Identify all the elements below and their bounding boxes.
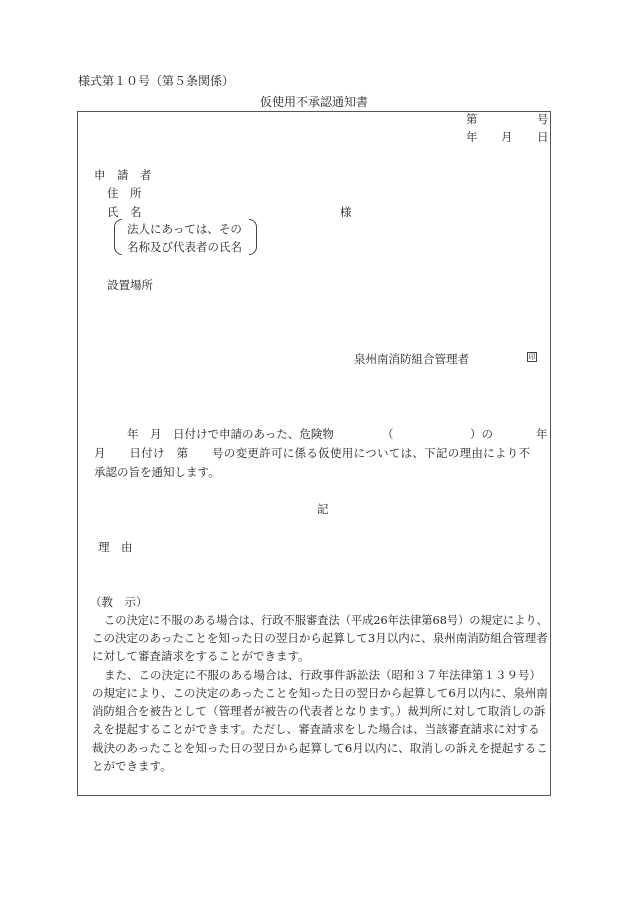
instruction-line: また、この決定に不服のある場合は、行政事件訴訟法（昭和３７年法律第１３９号） [104,668,541,682]
instruction-line: この決定に不服のある場合は、行政不服審査法（平成26年法律第68号）の規定により、 [104,613,548,627]
body-line2: 月 日付け 第 号の変更許可に係る仮使用については、下記の理由により不 [94,446,531,460]
instruction-heading: （教 示） [90,595,148,609]
corp-note-line1: 法人にあっては、その [127,222,242,236]
instruction-line: 消防組合を被告として（管理者が被告の代表者となります。）裁判所に対して取消しの訴 [92,704,546,718]
seal-mark: 印 [528,353,536,361]
instruction-line: とができます。 [92,759,172,773]
instruction-line: の規定により、この決定のあったことを知った日の翌日から起算して6月以内に、泉州南 [92,686,548,700]
corp-note-bracket-left [114,219,122,255]
location-label: 設置場所 [107,278,153,292]
body-line3: 承認の旨を通知します。 [94,465,220,479]
body-paren-close: ）の [470,427,493,441]
number-go: 号 [537,112,549,126]
corp-note-line2: 名称及び代表者の氏名 [127,240,242,254]
body-paren-open: （ [382,427,394,441]
date-month: 月 [501,130,513,144]
document-title: 仮使用不承認通知書 [260,95,369,109]
instruction-line: この決定のあったことを知った日の翌日から起算して3月以内に、泉州南消防組合管理者 [92,631,548,645]
instruction-line: に対して審査請求をすることができます。 [92,649,310,663]
applicant-heading: 申 請 者 [94,168,152,182]
form-number: 様式第１０号（第５条関係） [78,74,235,88]
instruction-line: えを提起することができます。ただし、審査請求をした場合は、当該審査請求に対する [92,722,540,736]
corp-note-bracket-right [249,219,257,255]
body-year: 年 [536,427,548,441]
name-label: 氏 名 [107,205,142,219]
date-year: 年 [466,130,478,144]
sama-suffix: 様 [340,205,352,219]
number-dai: 第 [466,112,478,126]
issuer-name: 泉州南消防組合管理者 [354,352,469,366]
body-line1: 年 月 日付けで申請のあった、危険物 [127,427,334,441]
reason-label: 理 由 [98,540,133,554]
instruction-line: 裁決のあったことを知った日の翌日から起算して6月以内に、取消しの訴えを提起するこ [92,741,548,755]
ki-heading: 記 [317,502,329,516]
date-day: 日 [537,130,549,144]
address-label: 住 所 [107,186,142,200]
